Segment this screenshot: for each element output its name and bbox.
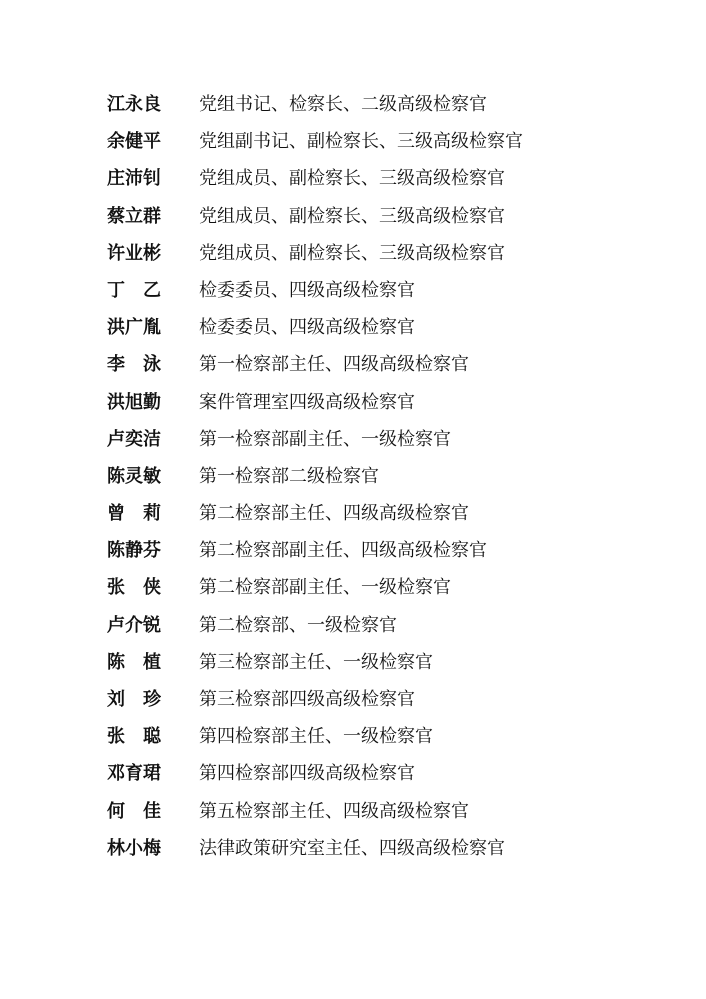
person-name: 张 聪	[107, 726, 161, 748]
person-title: 第一检察部主任、四级高级检察官	[199, 354, 469, 376]
list-item	[107, 607, 667, 644]
list-item	[107, 495, 667, 532]
person-name: 江永良	[107, 94, 161, 115]
list-item	[107, 86, 667, 123]
list-item	[107, 198, 667, 235]
list-item	[107, 830, 667, 867]
person-title: 第二检察部、一级检察官	[199, 614, 397, 636]
person-title: 第一检察部副主任、一级检察官	[199, 428, 451, 450]
person-title: 法律政策研究室主任、四级高级检察官	[199, 837, 505, 859]
list-item	[107, 346, 667, 383]
person-title: 第二检察部副主任、一级检察官	[199, 577, 451, 599]
person-name: 刘 珍	[107, 689, 161, 710]
person-title: 党组书记、检察长、二级高级检察官	[199, 94, 487, 115]
person-title: 党组成员、副检察长、三级高级检察官	[199, 205, 505, 227]
list-item	[107, 235, 667, 272]
person-name: 卢奕洁	[107, 428, 161, 450]
person-name: 李 泳	[107, 354, 161, 376]
person-title: 第四检察部主任、一级检察官	[199, 726, 433, 748]
person-name: 洪旭勤	[107, 391, 161, 413]
person-name: 陈灵敏	[107, 465, 161, 487]
list-item	[107, 160, 667, 197]
person-name: 林小梅	[107, 837, 161, 859]
person-title: 党组成员、副检察长、三级高级检察官	[199, 168, 505, 190]
list-item	[107, 421, 667, 458]
list-item	[107, 569, 667, 606]
list-item	[107, 681, 667, 718]
list-item	[107, 793, 667, 830]
list-item	[107, 718, 667, 755]
person-title: 党组副书记、副检察长、三级高级检察官	[199, 131, 523, 153]
person-title: 第一检察部二级检察官	[199, 465, 379, 487]
person-title: 检委委员、四级高级检察官	[199, 317, 415, 339]
list-item	[107, 532, 667, 569]
person-name: 张 侠	[107, 577, 161, 599]
list-item	[107, 309, 667, 346]
person-name: 许业彬	[107, 242, 161, 264]
person-title: 第五检察部主任、四级高级检察官	[199, 800, 469, 822]
person-name: 陈 植	[107, 651, 161, 673]
person-title: 第二检察部副主任、四级高级检察官	[199, 540, 487, 562]
person-name: 曾 莉	[107, 503, 161, 525]
person-title: 第三检察部主任、一级检察官	[199, 651, 433, 673]
person-title: 第三检察部四级高级检察官	[199, 689, 415, 710]
person-name: 余健平	[107, 131, 161, 153]
list-item	[107, 458, 667, 495]
person-name: 庄沛钊	[107, 168, 161, 190]
list-item	[107, 123, 667, 160]
person-name: 蔡立群	[107, 205, 161, 227]
person-title: 案件管理室四级高级检察官	[199, 391, 415, 413]
list-item	[107, 755, 667, 792]
list-item	[107, 272, 667, 309]
person-name: 丁 乙	[107, 279, 161, 301]
person-name: 洪广胤	[107, 317, 161, 339]
person-name: 何 佳	[107, 800, 161, 822]
person-title: 第四检察部四级高级检察官	[199, 763, 415, 785]
person-title: 第二检察部主任、四级高级检察官	[199, 503, 469, 525]
person-name: 陈静芬	[107, 540, 161, 562]
list-item	[107, 384, 667, 421]
personnel-list	[107, 86, 667, 867]
person-title: 检委委员、四级高级检察官	[199, 279, 415, 301]
person-name: 邓育珺	[107, 763, 161, 785]
list-item	[107, 644, 667, 681]
person-name: 卢介锐	[107, 614, 161, 636]
person-title: 党组成员、副检察长、三级高级检察官	[199, 242, 505, 264]
